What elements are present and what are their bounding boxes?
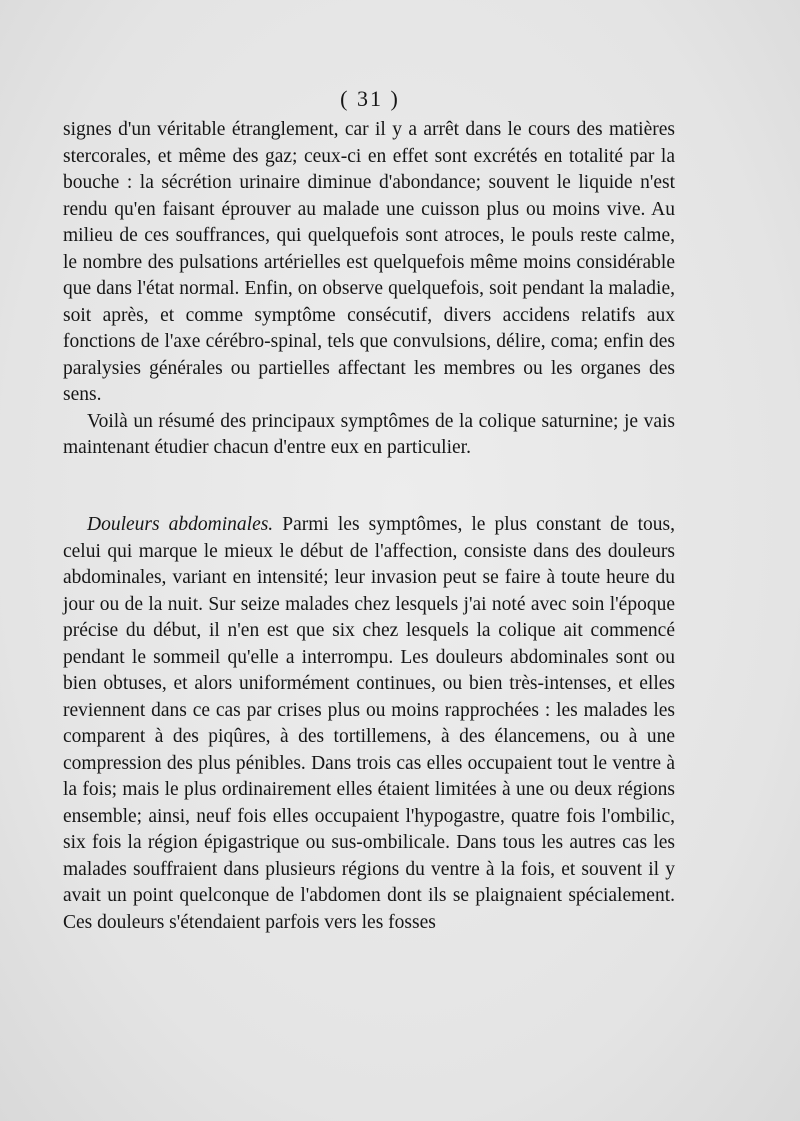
paragraph-3-text: Parmi les symptômes, le plus constant de tous, celui qui marque le mieux le début de l'affection, consiste dans des douleurs abdominales, variant en intensité; leur invasion peut se faire à toute heure du jour ou de la nuit. Sur seize malades chez lesquels j'ai noté avec soin l'époque précise du début, il n'en est que six chez lesquels la colique ait commencé pendant le sommeil qu'elle a interrompu. Les douleurs abdominales sont ou bien obtuses, et alors uniformément continues, ou bien très-intenses, et elles reviennent dans ce cas par crises plus ou moins rapprochées : les malades les comparent à des piqûres, à des tortillemens, à des élancemens, ou à une compression des plus pénibles. Dans trois cas elles occupaient tout le ventre à la fois; mais le plus ordinairement elles étaient limitées à une ou deux régions ensemble; ainsi, neuf fois elles occupaient l'hypogastre, quatre fois l'ombilic, six fois la région épigastrique ou sus-ombilicale. Dans tous les autres cas les malades souffraient dans plusieurs régions du ventre à la fois, et souvent il y avait un point quelconque de l'abdomen dont ils se plaignaient spécialement. Ces douleurs s'étendaient parfois vers les fosses xyxy=(63,514,675,933)
paragraph-2: Voilà un résumé des principaux symptômes de la colique saturnine; je vais maintenant étudier chacun d'entre eux en particulier. xyxy=(63,410,675,458)
text-block-upper xyxy=(63,117,675,462)
page-number: ( 31 ) xyxy=(340,86,400,111)
text-block-lower xyxy=(63,512,675,936)
paragraph-3 xyxy=(63,512,675,936)
section-heading: Douleurs abdominales. xyxy=(87,514,274,535)
paragraph-1: signes d'un véritable étranglement, car il y a arrêt dans le cours des matières stercorales, et même des gaz; ceux-ci en effet sont excrétés en totalité par la bouche : la sécrétion urinaire diminue d'abondance; souvent le liquide n'est rendu qu'en faisant éprouver au malade une cuisson plus ou moins vive. Au milieu de ces souffrances, qui quelquefois sont atroces, le pouls reste calme, le nombre des pulsations artérielles est quelquefois même moins considérable que dans l'état normal. Enfin, on observe quelquefois, soit pendant la maladie, soit après, et comme symptôme consécutif, divers accidens relatifs aux fonctions de l'axe cérébro-spinal, tels que convulsions, délire, coma; enfin des paralysies générales ou partielles affectant les membres ou les organes des sens. xyxy=(63,119,675,405)
